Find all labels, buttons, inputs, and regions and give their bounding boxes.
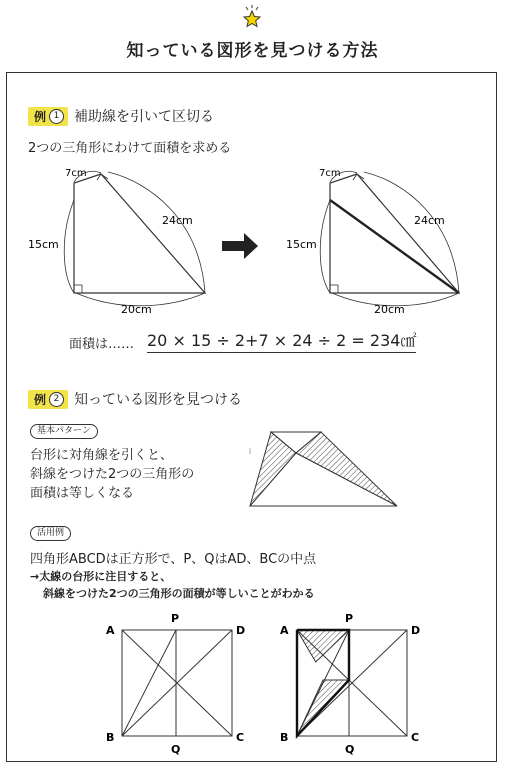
basic-description: 台形に対角線を引くと、 斜線をつけた2つの三角形の 面積は等しくなる	[30, 448, 195, 501]
label-left-right: 15cm	[286, 238, 317, 251]
label-bottom-left: 20cm	[121, 303, 152, 316]
point-c-right: C	[411, 731, 420, 744]
example2-badge: 例 2	[28, 390, 68, 409]
example2-heading	[28, 389, 242, 409]
example1-figures	[0, 160, 505, 320]
bold-line-1: →太線の台形に注目すると、	[30, 570, 172, 583]
square-left	[122, 630, 232, 736]
bold-line-2: 斜線をつけた2つの三角形の面積が等しいことがわかる	[43, 587, 315, 600]
point-d-right: D	[411, 624, 421, 637]
label-diag-left: 24cm	[162, 214, 193, 227]
example2-heading-text: 知っている図形を見つける	[74, 392, 243, 408]
square-figures	[0, 610, 505, 760]
point-p-left: P	[171, 612, 180, 625]
arrow-right-icon	[222, 233, 258, 259]
point-q-left: Q	[171, 743, 181, 756]
example1-heading	[28, 106, 214, 126]
quadrilateral-left	[64, 171, 205, 306]
quadrilateral-right	[320, 171, 459, 306]
example1-badge: 例 1	[28, 107, 68, 126]
application-pill: 活用例	[30, 526, 71, 541]
application-line: 四角形ABCDは正方形で、P、QはAD、BCの中点	[30, 552, 317, 567]
point-p-right: P	[345, 612, 354, 625]
point-b-left: B	[106, 731, 115, 744]
example1-subtitle: 2つの三角形にわけて面積を求める	[28, 141, 232, 156]
label-bottom-right: 20cm	[374, 303, 405, 316]
square-right	[297, 630, 407, 736]
label-left-left: 15cm	[28, 238, 59, 251]
area-formula: 20 × 15 ÷ 2+7 × 24 ÷ 2 = 234㎠	[147, 328, 416, 353]
point-b-right: B	[280, 731, 289, 744]
basic-pattern-pill: 基本パターン	[30, 424, 98, 439]
point-a-left: A	[106, 624, 115, 637]
example1-heading-text: 補助線を引いて区切る	[74, 109, 215, 125]
label-top-right: 7cm	[319, 168, 341, 179]
label-top-left: 7cm	[65, 168, 87, 179]
star-icon	[238, 4, 266, 32]
area-prefix: 面積は……	[69, 337, 135, 352]
point-d-left: D	[236, 624, 246, 637]
point-a-right: A	[280, 624, 289, 637]
label-diag-right: 24cm	[414, 214, 445, 227]
trapezoid-figure	[240, 428, 400, 512]
page-title: 知っている図形を見つける方法	[126, 41, 379, 61]
point-q-right: Q	[345, 743, 355, 756]
point-c-left: C	[236, 731, 245, 744]
